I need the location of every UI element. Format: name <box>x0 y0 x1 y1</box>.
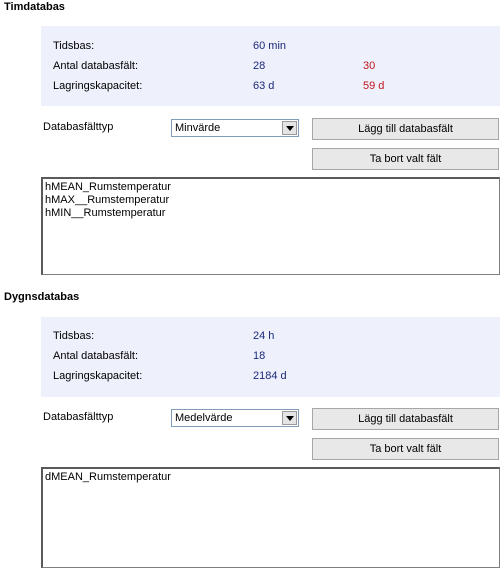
databasfalttyp-selected-value: Medelvärde <box>175 412 233 424</box>
chevron-down-icon[interactable] <box>282 411 297 425</box>
tidsbas-value: 24 h <box>253 330 275 342</box>
add-field-button[interactable]: Lägg till databasfält <box>312 408 499 430</box>
tidsbas-label: Tidsbas: <box>53 40 95 52</box>
remove-field-button[interactable]: Ta bort valt fält <box>312 148 499 170</box>
lagringskapacitet-label: Lagringskapacitet: <box>53 80 143 92</box>
list-item[interactable]: hMAX__Rumstemperatur <box>45 194 170 206</box>
databasfalttyp-selected-value: Minvärde <box>175 122 221 134</box>
dygnsdatabas-field-list[interactable] <box>41 467 500 568</box>
dygnsdatabas-info-panel <box>41 317 500 397</box>
antal-databasfalt-label: Antal databasfält: <box>53 60 139 72</box>
lagringskapacitet-value: 2184 d <box>253 370 287 382</box>
lagringskapacitet-value: 63 d <box>253 80 275 92</box>
remove-field-button[interactable]: Ta bort valt fält <box>312 438 499 460</box>
antal-databasfalt-value: 18 <box>253 350 266 362</box>
timdatabas-field-list[interactable] <box>41 177 500 275</box>
antal-databasfalt-value: 28 <box>253 60 266 72</box>
databasfalttyp-label: Databasfälttyp <box>43 411 114 423</box>
timdatabas-info-panel <box>41 26 500 106</box>
timdatabas-title: Timdatabas <box>4 1 65 13</box>
list-item[interactable]: hMIN__Rumstemperatur <box>45 207 166 219</box>
dygnsdatabas-title: Dygnsdatabas <box>4 291 80 303</box>
list-item[interactable]: hMEAN_Rumstemperatur <box>45 181 171 193</box>
list-item[interactable]: dMEAN_Rumstemperatur <box>45 471 171 483</box>
tidsbas-label: Tidsbas: <box>53 330 95 342</box>
tidsbas-value: 60 min <box>253 40 287 52</box>
lagringskapacitet-new-value: 59 d <box>363 80 385 92</box>
antal-databasfalt-label: Antal databasfält: <box>53 350 139 362</box>
add-field-button[interactable]: Lägg till databasfält <box>312 118 499 140</box>
databasfalttyp-select[interactable] <box>171 409 299 427</box>
databasfalttyp-label: Databasfälttyp <box>43 121 114 133</box>
antal-databasfalt-new-value: 30 <box>363 60 376 72</box>
databasfalttyp-select[interactable] <box>171 119 299 137</box>
chevron-down-icon[interactable] <box>282 121 297 135</box>
lagringskapacitet-label: Lagringskapacitet: <box>53 370 143 382</box>
